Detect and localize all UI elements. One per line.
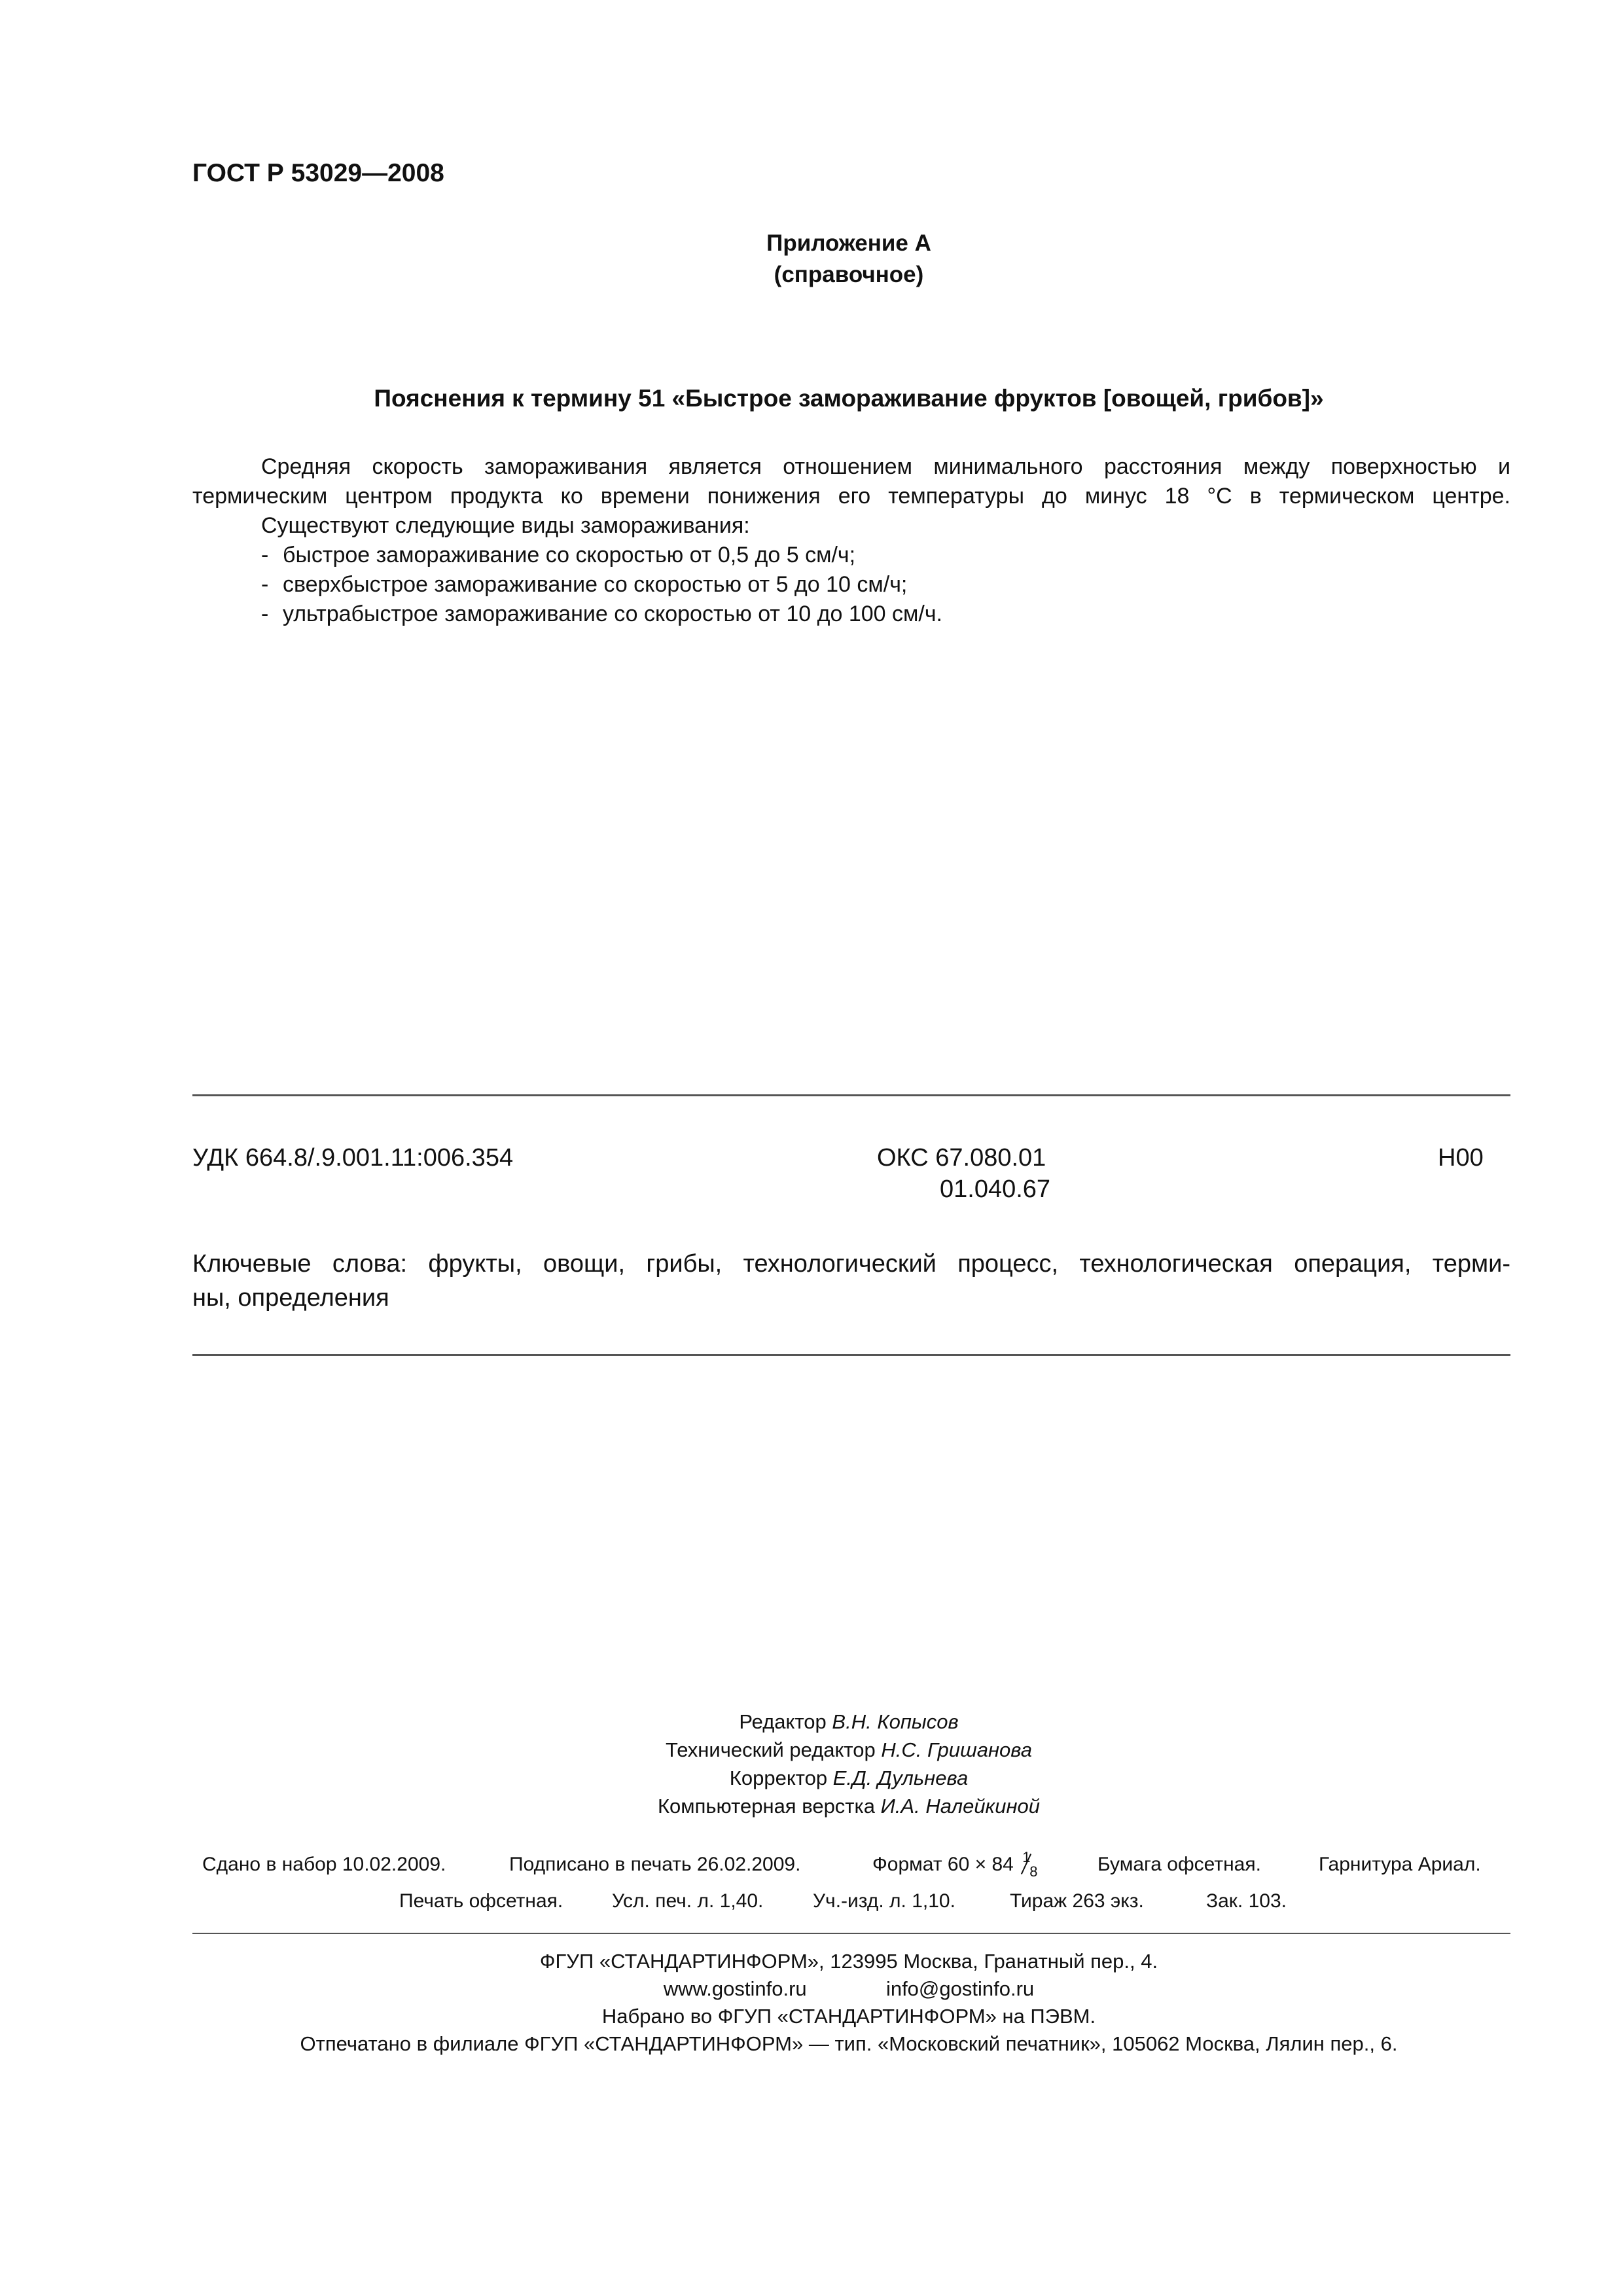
pub-order: Зак. 103. [1206,1890,1287,1912]
pub-print-type: Печать офсетная. [399,1890,563,1912]
credit-name: И.А. Налейкиной [880,1795,1040,1818]
pub-print-sheets: Усл. печ. л. 1,40. [612,1890,764,1912]
list-item [192,570,1510,600]
pub-publish-sheets: Уч.-изд. л. 1,10. [813,1890,955,1912]
annex-body [192,452,1510,629]
format-fraction [1019,1849,1039,1880]
list-item [192,600,1510,629]
list-item [192,541,1510,570]
publisher-address: ФГУП «СТАНДАРТИНФОРМ», 123995 Москва, Гранатный пер., 4. [539,1950,1158,1973]
fraction-denominator: 8 [1029,1863,1038,1880]
credit-label: Редактор [739,1710,827,1733]
pub-circulation: Тираж 263 экз. [1010,1890,1144,1912]
publisher-divider [192,1933,1510,1934]
credit-name: Н.С. Гришанова [881,1738,1032,1761]
paragraph-line: термическим центром продукта ко времени понижения его температуры до минус 18 °С в термическом центре. [192,484,1510,509]
format-label: Формат 60 [872,1854,970,1875]
list-marker: - [261,543,269,567]
oks-code-secondary: 01.040.67 [940,1175,1051,1203]
credit-corrector [0,1767,1623,1790]
fraction-numerator: 1 [1022,1849,1031,1866]
classifier-code: Н00 [1438,1144,1484,1172]
list-item-text: ультрабыстрое замораживание со скоростью от 10 до 100 см/ч. [283,601,942,626]
credit-label: Корректор [729,1767,828,1789]
credit-layout [0,1795,1623,1818]
document-code: ГОСТ Р 53029—2008 [192,159,444,187]
list-marker: - [261,572,269,597]
paragraph-line: Средняя скорость замораживания является отношением минимального расстояния между поверхностью и [261,454,1510,479]
format-times: × [974,1854,987,1875]
bottom-divider [192,1354,1510,1356]
pub-paper: Бумага офсетная. [1097,1854,1261,1875]
publisher-website[interactable]: www.gostinfo.ru [663,1977,807,2000]
keywords-line: Ключевые слова: фрукты, овощи, грибы, технологический процесс, технологическая операция, терми- [192,1250,1510,1278]
publisher-typeset-note: Набрано во ФГУП «СТАНДАРТИНФОРМ» на ПЭВМ. [601,2005,1096,2028]
pub-format [872,1849,1039,1880]
list-marker: - [261,601,269,626]
credit-label: Компьютерная верстка [658,1795,875,1818]
keywords [192,1247,1510,1315]
udk-code: УДК 664.8/.9.001.11:006.354 [192,1144,514,1172]
list-intro: Существуют следующие виды замораживания: [261,513,750,538]
credit-name: В.Н. Копысов [832,1710,959,1733]
credit-name: Е.Д. Дульнева [832,1767,969,1789]
publisher-printed-note: Отпечатано в филиале ФГУП «СТАНДАРТИНФОРМ» — тип. «Московский печатник», 105062 Москва, Лялин пер., 6. [300,2032,1398,2055]
top-divider [192,1094,1510,1096]
format-value: 84 [991,1854,1014,1875]
pub-submitted: Сдано в набор 10.02.2009. [202,1854,446,1875]
annex-type: (справочное) [774,262,924,287]
credit-label: Технический редактор [666,1738,876,1761]
section-title: Пояснения к термину 51 «Быстрое замораживание фруктов [овощей, грибов]» [374,385,1324,412]
credit-tech-editor [0,1738,1623,1762]
keywords-line: ны, определения [192,1284,389,1312]
oks-code: ОКС 67.080.01 [877,1144,1046,1172]
credit-editor [0,1710,1623,1734]
annex-title: Приложение А [766,230,931,256]
list-item-text: быстрое замораживание со скоростью от 0,5 до 5 см/ч; [283,543,856,567]
publisher-email[interactable]: info@gostinfo.ru [885,1977,1035,2000]
list-item-text: сверхбыстрое замораживание со скоростью от 5 до 10 см/ч; [283,572,908,597]
pub-typeface: Гарнитура Ариал. [1319,1854,1481,1875]
publisher-contacts [0,1977,1623,2001]
pub-signed: Подписано в печать 26.02.2009. [509,1854,801,1875]
